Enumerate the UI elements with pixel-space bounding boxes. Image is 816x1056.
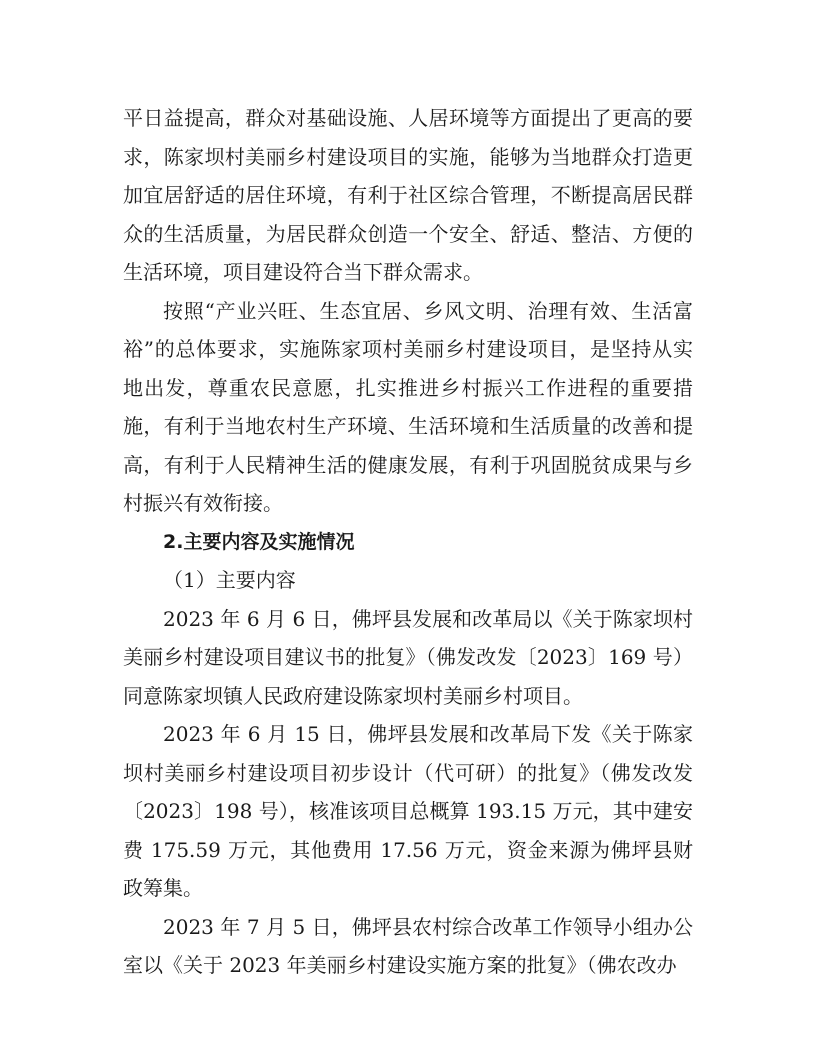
paragraph-approval-june-15: 2023 年 6 月 15 日，佛坪县发展和改革局下发《关于陈家坝村美丽乡村建设项目初步设计（代可研）的批复》（佛发改发〔2023〕198 号），核准该项目总概算 193.15 万元，其中建安费 175.59 万元，其他费用 17.56 万元，资金来源为佛坪县财政筹集。 bbox=[123, 722, 693, 900]
document-body bbox=[123, 99, 693, 985]
section-heading: 2.主要内容及实施情况 bbox=[163, 530, 355, 553]
paragraph-approval-july-5: 2023 年 7 月 5 日，佛坪县农村综合改革工作领导小组办公室以《关于 2023 年美丽乡村建设实施方案的批复》（佛农改办 bbox=[123, 914, 693, 977]
paragraph-continuation: 平日益提高，群众对基础设施、人居环境等方面提出了更高的要求，陈家坝村美丽乡村建设项目的实施，能够为当地群众打造更加宜居舒适的居住环境，有利于社区综合管理，不断提高居民群众的生活质量，为居民群众创造一个安全、舒适、整洁、方便的生活环境，项目建设符合当下群众需求。 bbox=[123, 106, 693, 284]
paragraph-approval-june-6: 2023 年 6 月 6 日，佛坪县发展和改革局以《关于陈家坝村美丽乡村建设项目建议书的批复》（佛发改发〔2023〕169 号）同意陈家坝镇人民政府建设陈家坝村美丽乡村项目。 bbox=[123, 606, 693, 708]
subsection-heading: （1）主要内容 bbox=[163, 568, 296, 592]
paragraph-general-requirements: 按照“产业兴旺、生态宜居、乡风文明、治理有效、生活富裕”的总体要求，实施陈家项村美丽乡村建设项目，是坚持从实地出发，尊重农民意愿，扎实推进乡村振兴工作进程的重要措施，有利于当地农村生产环境、生活环境和生活质量的改善和提高，有利于人民精神生活的健康发展，有利于巩固脱贫成果与乡村振兴有效衔接。 bbox=[123, 298, 693, 515]
